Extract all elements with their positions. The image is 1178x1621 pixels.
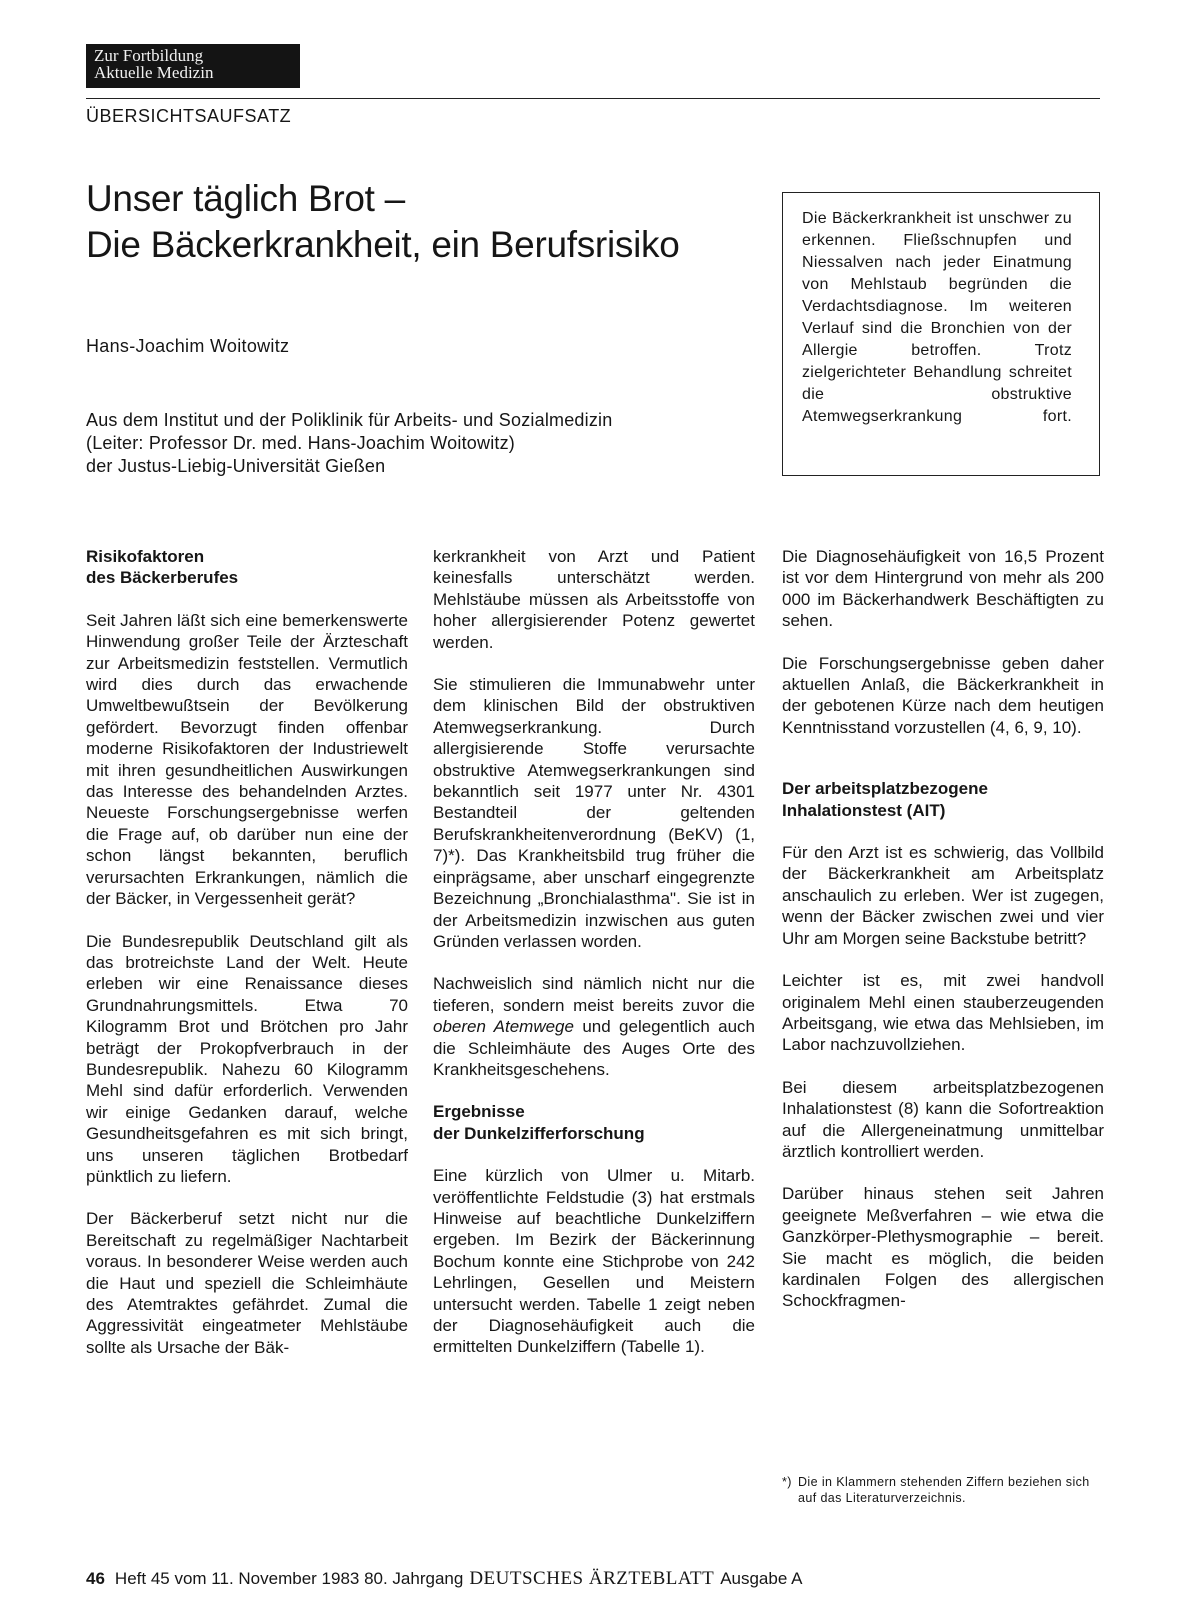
section-heading-dunkelzifferforschung xyxy=(433,1101,755,1144)
paragraph: kerkrankheit von Arzt und Patient keinesfalls unterschätzt werden. Mehlstäube müssen als Arbeitsstoffe von hoher allergisierender Potenz gewertet werden. xyxy=(433,547,755,652)
text-column-1 xyxy=(86,546,408,1358)
page-number: 46 xyxy=(86,1569,105,1588)
affiliation xyxy=(86,409,612,478)
paragraph: Die Diagnosehäufigkeit von 16,5 Prozent ist vor dem Hintergrund von mehr als 200 000 im Bäckerhandwerk Beschäftigten zu sehen. xyxy=(782,547,1104,631)
footnote-mark: *) xyxy=(782,1475,792,1489)
paragraph: Seit Jahren läßt sich eine bemerkenswerte Hinwendung großer Teile der Ärzteschaft zur Arbeitsmedizin feststellen. Vermutlich wird dies durch das erwachende Umweltbewußtsein der Bevölkerung gefördert. Bevorzugt finden offenbar moderne Risikofaktoren der Industriewelt mit ihren gesundheitlichen Auswirkungen das Interesse des behandelnden Arztes. Neueste Forschungsergebnisse werfen die Frage auf, ob darüber nun eine der schon längst bekannten, beruflich verursachten Erkrankungen, nämlich die der Bäcker, in Vergessenheit gerät? xyxy=(86,610,408,909)
paragraph: Eine kürzlich von Ulmer u. Mitarb. veröffentlichte Feldstudie (3) hat erstmals Hinweise auf beachtliche Dunkelziffern ergeben. Im Bezirk der Bäckerinnung Bochum konnte eine Stichprobe von 242 Lehrlingen, Gesellen und Meistern untersucht werden. Tabelle 1 zeigt neben der Diagnosehäufigkeit auch die ermittelten Dunkelziffern (Tabelle 1). xyxy=(433,1166,755,1357)
paragraph: Bei diesem arbeitsplatzbezogenen Inhalationstest (8) kann die Sofortreaktion auf die Allergeneinatmung unmittelbar ärztlich kontrolliert werden. xyxy=(782,1077,1104,1161)
section-heading-line-1: Der arbeitsplatzbezogene xyxy=(782,779,988,799)
edition: Ausgabe A xyxy=(720,1569,803,1588)
section-heading-line-2: des Bäckerberufes xyxy=(86,568,239,588)
footnote-text: Die in Klammern stehenden Ziffern beziehen sich auf das Literaturverzeichnis. xyxy=(798,1475,1090,1505)
article-title-line-1: Unser täglich Brot – xyxy=(86,178,405,219)
paragraph: Sie stimulieren die Immunabwehr unter dem klinischen Bild der obstruktiven Atemwegserkrankung. Durch allergisierende Stoffe verursachte obstruktive Atemwegserkrankungen sind bekanntlich seit 1977 unter Nr. 4301 Bestandteil der geltenden Berufskrankheitenverordnung (BeKV) (1, 7)*). Das Krankheitsbild trug früher die einprägsame, aber unscharf eingegrenzte Bezeichnung „Bronchialasthma". Sie ist in der Arbeitsmedizin inzwischen aus guten Gründen verlassen worden. xyxy=(433,675,755,951)
header-rule xyxy=(86,98,1100,99)
affiliation-line-1: Aus dem Institut und der Poliklinik für Arbeits- und Sozialmedizin xyxy=(86,410,613,430)
affiliation-line-2: (Leiter: Professor Dr. med. Hans-Joachim Woitowitz) xyxy=(86,433,515,453)
article-title xyxy=(86,176,766,268)
text-column-3 xyxy=(782,546,1104,1312)
section-tag-line-1: Zur Fortbildung xyxy=(94,46,204,65)
section-heading-risikofaktoren xyxy=(86,546,408,589)
paragraph-text: Nachweislich sind nämlich nicht nur die tieferen, sondern meist bereits zuvor die xyxy=(433,974,755,1015)
paragraph: Darüber hinaus stehen seit Jahren geeignete Meßverfahren – wie etwa die Ganzkörper-Plethysmographie – bereit. Sie macht es möglich, die beiden kardinalen Folgen des allergischen Schockfragmen- xyxy=(782,1184,1104,1311)
abstract-text: Die Bäckerkrankheit ist unschwer zu erkennen. Fließschnupfen und Niessalven nach jeder Einatmung von Mehlstaub begründen die Verdachtsdiagnose. Im weiteren Verlauf sind die Bronchien von der Allergie betroffen. Trotz zielgerichteter Behandlung schreitet die obstruktive Atemwegserkrankung fort. xyxy=(802,210,1072,425)
emphasis-oberen-atemwege: oberen Atemwege xyxy=(433,1017,574,1037)
text-column-2 xyxy=(433,546,755,1358)
issue-info: Heft 45 vom 11. November 1983 80. Jahrgang xyxy=(114,1569,464,1588)
article-title-line-2: Die Bäckerkrankheit, ein Berufsrisiko xyxy=(86,224,680,265)
paragraph-text: und gelegentlich auch die Schleimhäute des Auges Orte des Krankheitsgeschehens. xyxy=(433,1017,755,1079)
section-tag xyxy=(86,44,300,88)
paragraph xyxy=(433,973,755,1080)
paragraph: Die Bundesrepublik Deutschland gilt als das brotreichste Land der Welt. Heute erleben wir eine Renaissance dieses Grundnahrungsmittels. Etwa 70 Kilogramm Brot und Brötchen pro Jahr beträgt der Prokopfverbrauch in der Bundesrepublik. Nahezu 60 Kilogramm Mehl sind dafür erforderlich. Verwenden wir einige Gedanken darauf, welche Gesundheitsgefahren es mit sich bringt, uns unseren täglichen Brotbedarf pünktlich zu liefern. xyxy=(86,931,408,1186)
author-name: Hans-Joachim Woitowitz xyxy=(86,336,290,356)
article-rubric: ÜBERSICHTSAUFSATZ xyxy=(86,106,292,126)
paragraph: Leichter ist es, mit zwei handvoll originalem Mehl einen stauberzeugenden Arbeitsgang, wie etwa das Mehlsieben, im Labor nachzuvollziehen. xyxy=(782,971,1104,1055)
paragraph: Der Bäckerberuf setzt nicht nur die Bereitschaft zu regelmäßiger Nachtarbeit voraus. In besonderer Weise werden auch die Haut und speziell die Schleimhäute des Atemtraktes gefährdet. Zumal die Aggressivität eingeatmeter Mehlstäube sollte als Ursache der Bäk- xyxy=(86,1209,408,1357)
affiliation-line-3: der Justus-Liebig-Universität Gießen xyxy=(86,456,386,476)
paragraph: Die Forschungsergebnisse geben daher aktuellen Anlaß, die Bäckerkrankheit in der gebotenen Kürze nach dem heutigen Kenntnisstand vorzustellen (4, 6, 9, 10). xyxy=(782,653,1104,737)
section-heading-line-2: Inhalationstest (AIT) xyxy=(782,800,946,820)
page-footer xyxy=(86,1568,802,1590)
journal-name: DEUTSCHES ÄRZTEBLATT xyxy=(469,1568,715,1589)
footnote xyxy=(782,1474,1100,1506)
section-heading-line-1: Risikofaktoren xyxy=(86,547,205,566)
section-tag-line-2: Aktuelle Medizin xyxy=(94,63,214,82)
paragraph: Für den Arzt ist es schwierig, das Vollbild der Bäckerkrankheit am Arbeitsplatz anschaulich zu erleben. Wer ist zugegen, wenn der Bäcker zwischen zwei und vier Uhr am Morgen seine Backstube betritt? xyxy=(782,843,1104,948)
section-heading-inhalationstest xyxy=(782,778,1104,821)
section-heading-line-1: Ergebnisse xyxy=(433,1102,525,1122)
section-heading-line-2: der Dunkelzifferforschung xyxy=(433,1123,645,1143)
abstract-box xyxy=(782,192,1100,476)
